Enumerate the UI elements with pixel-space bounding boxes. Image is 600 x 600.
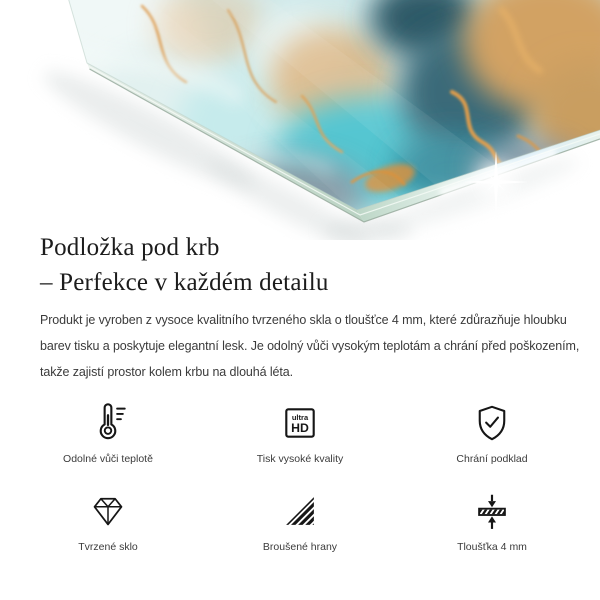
feature-item-tempered-glass bbox=[12, 486, 204, 554]
thickness-icon bbox=[472, 486, 512, 536]
feature-item-heat-resistant bbox=[12, 398, 204, 466]
feature-grid bbox=[12, 398, 588, 554]
page-title bbox=[40, 230, 329, 300]
feature-label: Broušené hrany bbox=[262, 541, 338, 553]
feature-label: Tisk vysoké kvality bbox=[256, 453, 344, 465]
glass-panel-photo bbox=[0, 0, 600, 240]
shield-check-icon bbox=[471, 398, 513, 448]
product-description: Produkt je vyroben z vysoce kvalitního tvrzeného skla o tloušťce 4 mm, které zdůrazňuje hloubku barev tisku a poskytuje elegantní lesk. Je odolný vůči vysokým teplotám a chrání před poškozením, takže zajistí prostor kolem krbu na dlouhá léta. bbox=[40, 313, 580, 379]
product-hero-image bbox=[0, 0, 600, 240]
feature-item-polished-edges bbox=[204, 486, 396, 554]
feature-item-thickness bbox=[396, 486, 588, 554]
feature-label: Tvrzené sklo bbox=[78, 541, 138, 553]
feature-item-print-quality bbox=[204, 398, 396, 466]
diamond-icon bbox=[89, 486, 127, 536]
ultra-hd-badge-top: ultra bbox=[291, 412, 309, 422]
ultra-hd-icon bbox=[281, 398, 319, 448]
ultra-hd-badge-bottom: HD bbox=[291, 421, 309, 436]
beveled-edges-icon bbox=[282, 486, 318, 536]
page-title-line-1: Podložka pod krb bbox=[40, 234, 220, 261]
feature-label: Chrání podklad bbox=[456, 453, 528, 465]
feature-label: Tloušťka 4 mm bbox=[457, 541, 527, 553]
thermometer-icon bbox=[85, 398, 131, 448]
feature-item-protects-floor bbox=[396, 398, 588, 466]
page-title-line-2: – Perfekce v každém detailu bbox=[40, 269, 329, 296]
feature-label: Odolné vůči teplotě bbox=[63, 453, 153, 465]
